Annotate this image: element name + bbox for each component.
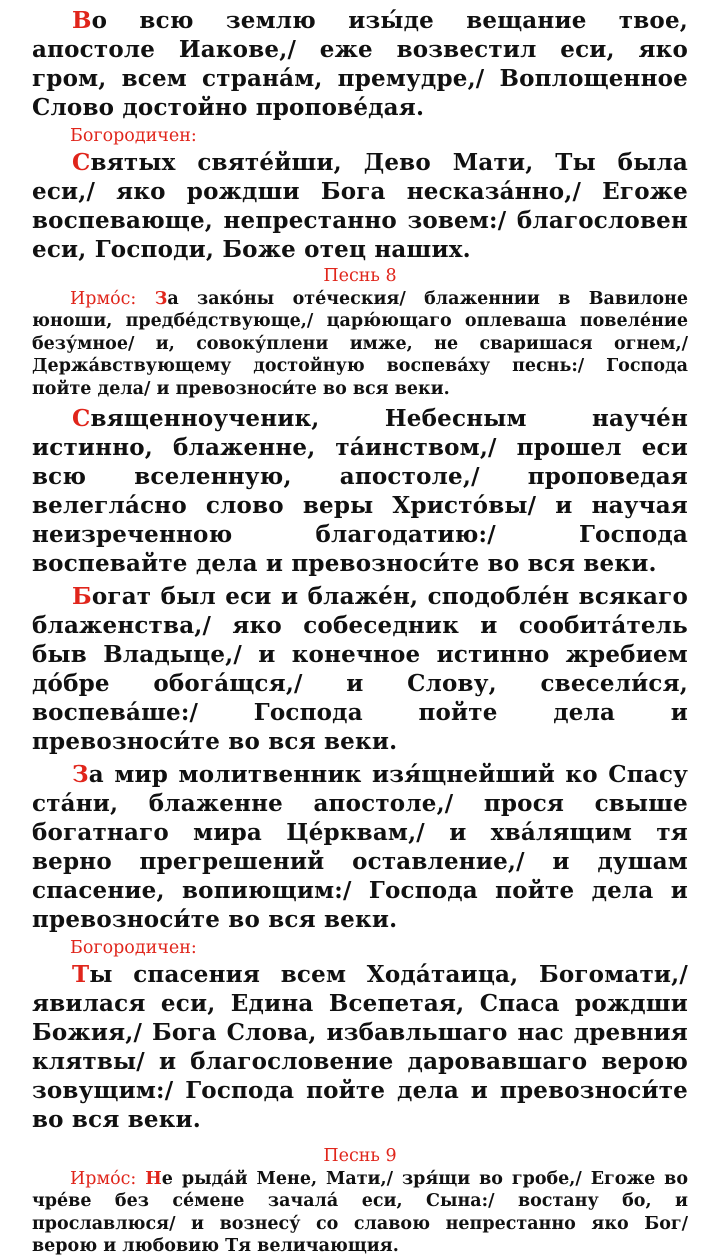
bogorodichen-1 <box>32 148 688 264</box>
bogorodichen-label: Богородичен: <box>70 938 197 959</box>
irmos-text: а зако́ны оте́ческия/ блаженнии в Вавилоне юноши, предбе́дствующе,/ царю́ющаго оплеваша повеле́ние безу́мное/ и, совоку́плени имже, не сваришася огнем,/ Держа́вствующему достойную воспева́ху песнь:/ Господа пойте дела/ и превозноси́те во вся веки. <box>32 289 688 399</box>
drop-initial: Б <box>72 583 92 611</box>
ode-8-heading: Песнь 8 <box>323 266 397 286</box>
drop-initial: З <box>154 289 168 309</box>
drop-initial: С <box>72 149 91 176</box>
troparion-4 <box>32 760 688 934</box>
bogorodichen-label: Богородичен: <box>70 126 197 146</box>
ode-9-heading: Песнь 9 <box>323 1146 397 1167</box>
troparion-1 <box>32 6 688 122</box>
troparion-text: о всю землю изы́де вещание твое, апостоле Иакове,/ еже возвестил еси, яко гром, всем страна́м, премудре,/ Воплощенное Слово достойно пропове́дая. <box>32 7 688 121</box>
drop-initial: С <box>72 405 91 433</box>
irmos-label: Ирмо́с: <box>70 1169 137 1190</box>
troparion-text: вятых святе́йши, Дево Мати, Ты была еси,/ яко рождши Бога несказа́нно,/ Егоже воспевающе, непрестанно зовем:/ благословен еси, Господи, Боже отец наших. <box>32 149 688 263</box>
troparion-2 <box>32 404 688 578</box>
troparion-3 <box>32 582 688 756</box>
drop-initial: Т <box>72 961 90 989</box>
ode-8-irmos <box>32 288 688 400</box>
troparion-text: ы спасения всем Хода́таица, Богомати,/ явилася еси, Едина Всепетая, Спаса рождши Божия,/ Бога Слова, избавльшаго нас древния клятвы/ и благословение даровавшаго верою зовущим:/ Господа пойте дела и превозноси́те во вся веки. <box>32 961 688 1134</box>
irmos-label: Ирмо́с: <box>70 289 137 309</box>
drop-initial: В <box>72 7 92 34</box>
troparion-text: а мир молитвенник изя́щнейший ко Спасу ста́ни, блаженне апостоле,/ прося свыше богатнаго мира Це́рквам,/ и хва́лящим тя верно прегрешений оставление,/ и душам спасение, вопиющим:/ Господа пойте дела и превозноси́те во вся веки. <box>32 761 688 934</box>
troparion-text: огат был еси и блажéн, сподоблéн всякаго блаженства,/ яко собеседник и сообита́тель быв Владыце,/ и конечное истинно жребием до́бре обога́щся,/ и Слову, свесели́ся, воспева́ше:/ Господа пойте дела и превозноси́те во вся веки. <box>32 583 688 756</box>
ode-9-irmos <box>32 1168 688 1258</box>
drop-initial: Н <box>145 1169 162 1190</box>
irmos-text: е рыда́й Мене, Мати,/ зря́щи во гробе,/ Егоже во чре́ве без се́мене зачала́ еси, Сына:/ востану бо, и прославлюся/ и вознесу́ со славою непрестанно яко Бог/ верою и любовию Тя величающия. <box>32 1169 689 1257</box>
bogorodichen-2 <box>32 960 688 1134</box>
drop-initial: З <box>72 761 89 789</box>
troparion-text: вященноученик, Небесным научéн истинно, блаженне, та́инством,/ прошел еси всю вселенную, апостоле,/ проповедая велегла́сно слово веры Христо́вы/ и научая неизреченною благодатию:/ Господа воспевайте дела и превозноси́те во вся веки. <box>32 405 688 578</box>
page-content <box>32 6 688 1258</box>
